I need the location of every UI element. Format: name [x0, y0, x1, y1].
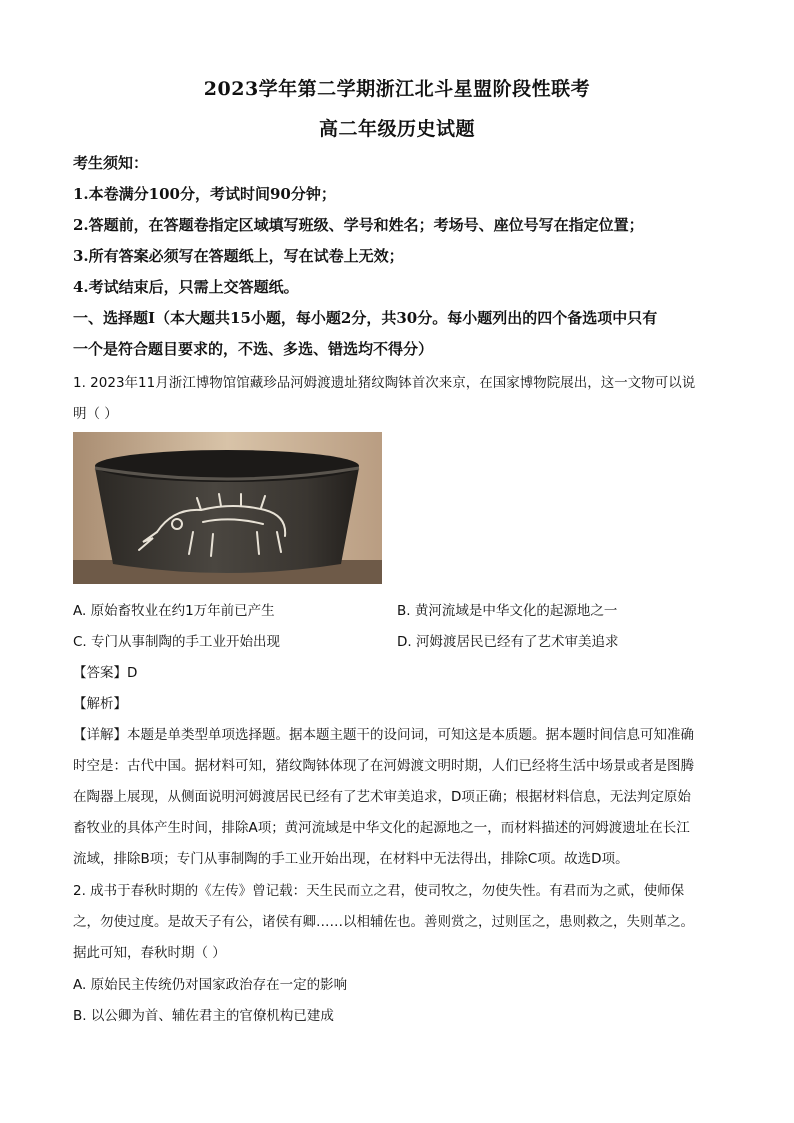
q1-answer: 【答案】D	[73, 665, 138, 681]
q1-detail-line4: 畜牧业的具体产生时间，排除A项；黄河流域是中华文化的起源地之一，而材料描述的河姆渡遗址在长江	[73, 820, 690, 836]
pig-pattern-pottery-bowl-photo	[73, 432, 382, 584]
q2-stem-line1: 2. 成书于春秋时期的《左传》曾记载：天生民而立之君，使司牧之，勿使失性。有君而为之贰，使师保	[73, 883, 685, 899]
q1-stem-line1: 1. 2023年11月浙江博物馆馆藏珍品河姆渡遗址猪纹陶钵首次来京，在国家博物院展出，这一文物可以说	[73, 375, 696, 391]
notice-item-2: 2.答题前，在答题卷指定区域填写班级、学号和姓名；考场号、座位号写在指定位置；	[73, 216, 644, 234]
q1-option-c: C. 专门从事制陶的手工业开始出现	[73, 634, 281, 650]
q1-option-b: B. 黄河流域是中华文化的起源地之一	[397, 603, 618, 619]
q2-option-b: B. 以公卿为首、辅佐君主的官僚机构已建成	[73, 1008, 334, 1024]
q1-analysis-label: 【解析】	[73, 696, 127, 712]
section-heading-line1: 一、选择题Ⅰ（本大题共15小题，每小题2分，共30分。每小题列出的四个备选项中只有	[73, 309, 658, 327]
q2-option-a: A. 原始民主传统仍对国家政治存在一定的影响	[73, 977, 348, 993]
q1-detail-line3: 在陶器上展现，从侧面说明河姆渡居民已经有了艺术审美追求，D项正确；根据材料信息，无法判定原始	[73, 789, 691, 805]
exam-title: 2023学年第二学期浙江北斗星盟阶段性联考	[203, 78, 591, 100]
notice-item-1: 1.本卷满分100分，考试时间90分钟；	[73, 185, 336, 203]
section-heading-line2: 一个是符合题目要求的，不选、多选、错选均不得分）	[73, 340, 434, 358]
q2-stem-line2: 之，勿使过度。是故天子有公，诸侯有卿……以相辅佐也。善则赏之，过则匡之，患则救之，失则革之。	[73, 914, 694, 930]
q1-option-a: A. 原始畜牧业在约1万年前已产生	[73, 603, 275, 619]
q1-detail-line5: 流域，排除B项；专门从事制陶的手工业开始出现，在材料中无法得出，排除C项。故选D项。	[73, 851, 629, 867]
q2-stem-line3: 据此可知，春秋时期（ ）	[73, 945, 226, 961]
notice-heading: 考生须知：	[73, 154, 149, 172]
exam-subtitle: 高二年级历史试题	[318, 118, 475, 140]
pottery-bowl-illustration	[73, 432, 382, 584]
q1-stem-line2: 明（ ）	[73, 406, 118, 422]
notice-item-3: 3.所有答案必须写在答题纸上，写在试卷上无效；	[73, 247, 404, 265]
q1-detail-line1: 【详解】本题是单类型单项选择题。据本题主题干的设问词，可知这是本质题。据本题时间信息可知准确	[73, 727, 694, 743]
q1-detail-line2: 时空是：古代中国。据材料可知，猪纹陶钵体现了在河姆渡文明时期，人们已经将生活中场景或者是图腾	[73, 758, 694, 774]
notice-item-4: 4.考试结束后，只需上交答题纸。	[73, 278, 299, 296]
q1-option-d: D. 河姆渡居民已经有了艺术审美追求	[397, 634, 619, 650]
